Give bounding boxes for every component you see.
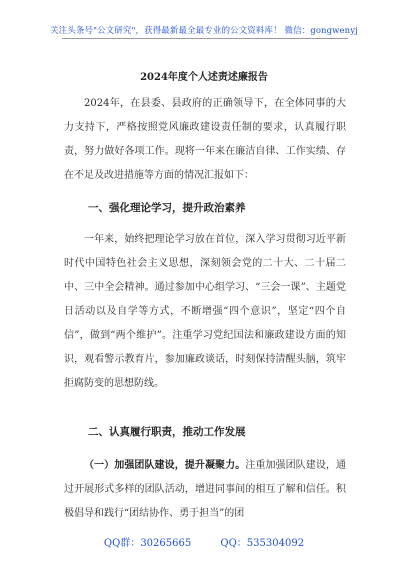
section-2-heading: 二、认真履行职责，推动工作发展 [88, 426, 246, 438]
header-divider [62, 38, 348, 39]
footer-contact [0, 534, 408, 549]
subsection-body: 注重加强团队建设，通过开展形式多样的团队活动，增进同事间的相互了解和信任。积极倡导和践行“团结协作、勇于担当”的团 [64, 460, 347, 519]
section-1-body: 一年来，始终把理论学习放在首位，深入学习贯彻习近平新时代中国特色社会主义思想，深刻领会党的二十大、二十届二中、三中全会精神。通过参加中心组学习、“三会一课”、主题党日活动以及自学等方式，不断增强“四个意识”，坚定“四个自信”，做到“两个维护”。注重学习党纪国法和廉政建设方面的知识，观看警示教育片，参加廉政谈话，时刻保持清醒头脑，筑牢拒腐防变的思想防线。 [64, 234, 346, 389]
footer-qq: QQ：535304092 [220, 538, 305, 549]
intro-paragraph: 2024年，在县委、县政府的正确领导下，在全体同事的大力支持下，严格按照党风廉政建设责任制的要求，认真履行职责，努力做好各项工作。现将一年来在廉洁自律、工作实绩、存在不足及改进措施等方面的情况汇报如下： [64, 98, 346, 181]
section-1-heading: 一、强化理论学习，提升政治素养 [88, 202, 246, 214]
header-promo-note: 关注头条号"公文研究"，获得最新最全最专业的公文资料库！ 微信：gongwenyj [50, 26, 358, 36]
subsection-lead: （一）加强团队建设，提升凝聚力。 [84, 460, 246, 471]
document-title: 2024年度个人述责述廉报告 [140, 72, 268, 83]
footer-qq-group: QQ群：30265665 [103, 538, 192, 549]
section-2-subsection-1 [64, 454, 346, 526]
